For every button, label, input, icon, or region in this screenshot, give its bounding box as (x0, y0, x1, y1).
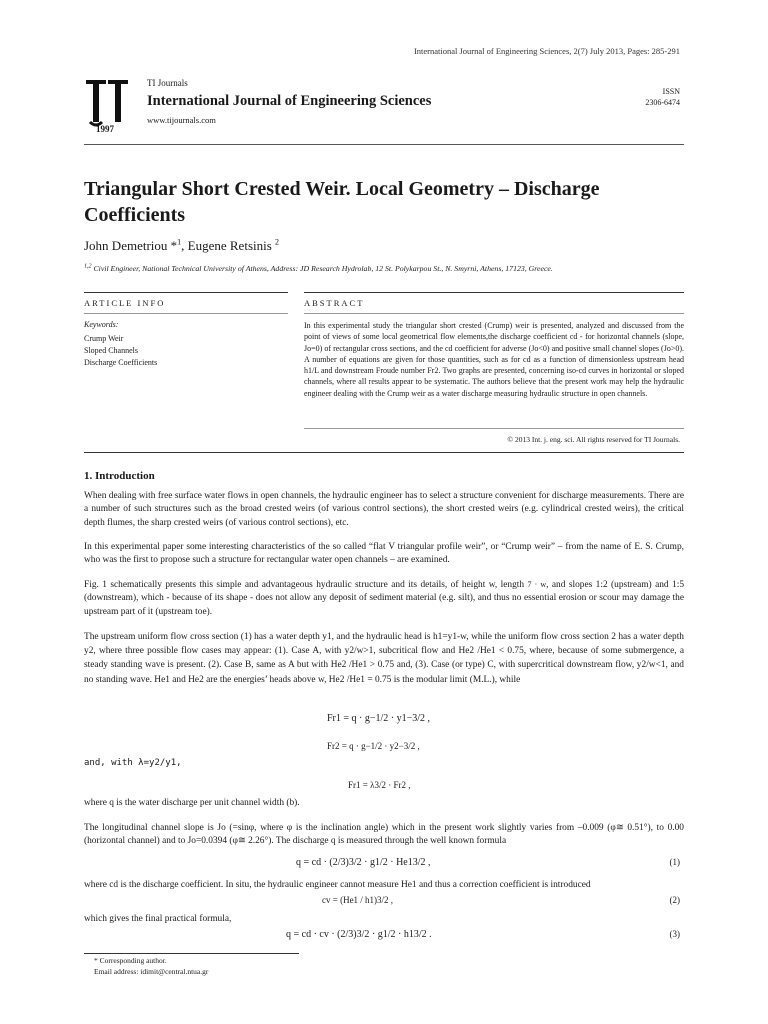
affiliation (84, 264, 684, 273)
author-2-sup: 2 (275, 237, 280, 247)
equation-3: q = cd · cv · (2/3)3/2 · g1/2 · h13/2 . (286, 929, 432, 940)
paragraph-9: which gives the final practical formula, (84, 914, 232, 924)
abstract-rule-top (304, 292, 684, 293)
author-2: Eugene Retsinis (187, 238, 276, 253)
paragraph-6: where q is the water discharge per unit channel width (b). (84, 798, 300, 808)
paper-title: Triangular Short Crested Weir. Local Geometry – Discharge Coefficients (84, 178, 600, 226)
paragraph-2: In this experimental paper some interesting characteristics of the so called “flat V triangular profile weir”, or “Crump weir” – from the name of E. S. Crump, who was the first to propose such a structure for rectangular water open channels – are examined. (84, 542, 684, 566)
masthead-rule (84, 144, 684, 145)
equation-2-number: (2) (669, 895, 680, 905)
paragraph-5: and, with λ=y2/y1, (84, 758, 182, 768)
equation-froude-relation: Fr1 = λ3/2 · Fr2 , (348, 780, 411, 790)
keyword-item: Sloped Channels (84, 346, 138, 355)
keyword-item: Crump Weir (84, 334, 124, 343)
footnote-rule (84, 953, 299, 954)
issn-label: ISSN (662, 87, 680, 96)
author-1-sup: 1 (177, 237, 182, 247)
affiliation-sup: 1,2 (84, 263, 92, 270)
logo-year: 1997 (96, 124, 114, 134)
abstract-text: In this experimental study the triangular short crested (Crump) weir is presented, analyzed and discussed from the point of views of some local geometrical flow elements,the discharge coefficient cd - for horizontal channels (slope, Jo=0) of rectangular cross sections, and the cd coefficient for adverse (Jo<0) and positive small channel slopes (Jo>0). A number of equations are given for those quantities, such as for cd as a function of dimensionless upstream head h1/L and downstream Froude number Fr2. Two graphs are presented, concerning iso-cd curves in horizontal or sloped channels, where all results appear to be systematic. The authors believe that the present work may help the hydraulic engineer dealing with the Crump weir as a water discharge measuring hydraulic structure in open channels. (304, 321, 684, 398)
paragraph-3-end: , and slopes 1:2 (upstream) and 1:5 (downstream), which - because of its shape - does not allow any deposit of sediment material (e.g. silt), and thus no essential erosion or scour may damage the upstream part of it (upstream toe). (84, 580, 685, 617)
publisher-name: TI Journals (147, 78, 188, 88)
running-header: International Journal of Engineering Sciences, 2(7) July 2013, Pages: 285-291 (413, 46, 680, 56)
journal-url[interactable]: www.tijournals.com (147, 115, 216, 125)
abstract-rule-mid (304, 313, 684, 314)
keywords-label: Keywords: (84, 320, 119, 329)
keyword-item: Discharge Coefficients (84, 358, 158, 367)
paragraph-3-length-expr: 7 · w (527, 580, 547, 589)
journal-title: International Journal of Engineering Sciences (147, 93, 432, 109)
issn-number: 2306-6474 (645, 98, 680, 107)
article-info-rule-mid (84, 313, 288, 314)
equation-3-number: (3) (669, 929, 680, 939)
author-1: John Demetriou * (84, 238, 178, 253)
equation-2: cv = (He1 / h1)3/2 , (322, 895, 394, 905)
paragraph-7: The longitudinal channel slope is Jo (=sinφ, where φ is the inclination angle) which in the present work slightly varies from –0.009 (φ≅ 0.51°), to 0.00 (horizontal channel) and to Jo=0.0394 (φ≅ 2.26°). The discharge q is measured through the well known formula (84, 823, 684, 847)
article-info-rule-top (84, 292, 288, 293)
section-heading-introduction: 1. Introduction (84, 470, 155, 482)
equation-froude-1: Fr1 = q · g−1/2 · y1−3/2 , (327, 713, 431, 724)
abstract-heading: ABSTRACT (304, 298, 365, 308)
paragraph-1: When dealing with free surface water flows in open channels, the hydraulic engineer has to select a structure convenient for discharge measurements. There are a number of such structures such as the broad crested weirs (of various control sections), the short crested weirs (e.g. cylindrical crested weirs), the critical depth flumes, the sharp crested weirs (of various control sections), etc. (84, 491, 684, 528)
abstract-rule-bottom (304, 428, 684, 429)
affiliation-text: Civil Engineer, National Technical University of Athens, Address: JD Research Hydrolab, 12 St. Polykarpou St., N. Smyrni, Athens, 17123, Greece. (91, 264, 553, 273)
footnote-email[interactable]: Email address: idimit@central.ntua.gr (94, 967, 209, 976)
paragraph-4: The upstream uniform flow cross section (1) has a water depth y1, and the hydraulic head is h1=y1-w, while the uniform flow cross section 2 has a water depth y2, where three possible flow cases may appear: (1). Case A, with y2/w>1, subcritical flow and He2 /He1 < 0.75, where, because of some submergence, a steady standing wave is present. (2). Case B, same as A but with He2 /He1 > 0.75 and, (3). Case (or type) C, with supercritical downstream flow, y2/w<1, and no standing wave. He1 and He2 are the energies’ heads above w, He2 /He1 = 0.75 is the modular limit (M.L.), while (84, 632, 684, 685)
paragraph-3 (84, 578, 684, 619)
issn-block (645, 86, 680, 108)
author-separator: , (181, 238, 188, 253)
article-info-heading: ARTICLE INFO (84, 298, 166, 308)
equation-1-number: (1) (669, 857, 680, 867)
front-matter-rule (84, 452, 684, 453)
equation-froude-2: Fr2 = q · g−1/2 · y2−3/2 , (327, 741, 420, 751)
paragraph-3-start: Fig. 1 schematically presents this simple and advantageous hydraulic structure and its details, of height w, length (84, 580, 525, 590)
author-list (84, 238, 279, 254)
paragraph-8: where cd is the discharge coefficient. In situ, the hydraulic engineer cannot measure He1 and thus a correction coefficient is introduced (84, 880, 591, 890)
footnote-corresponding: * Corresponding author. (94, 956, 167, 965)
equation-1: q = cd · (2/3)3/2 · g1/2 · He13/2 , (296, 857, 431, 868)
copyright-notice: © 2013 Int. j. eng. sci. All rights reserved for TI Journals. (507, 435, 680, 444)
